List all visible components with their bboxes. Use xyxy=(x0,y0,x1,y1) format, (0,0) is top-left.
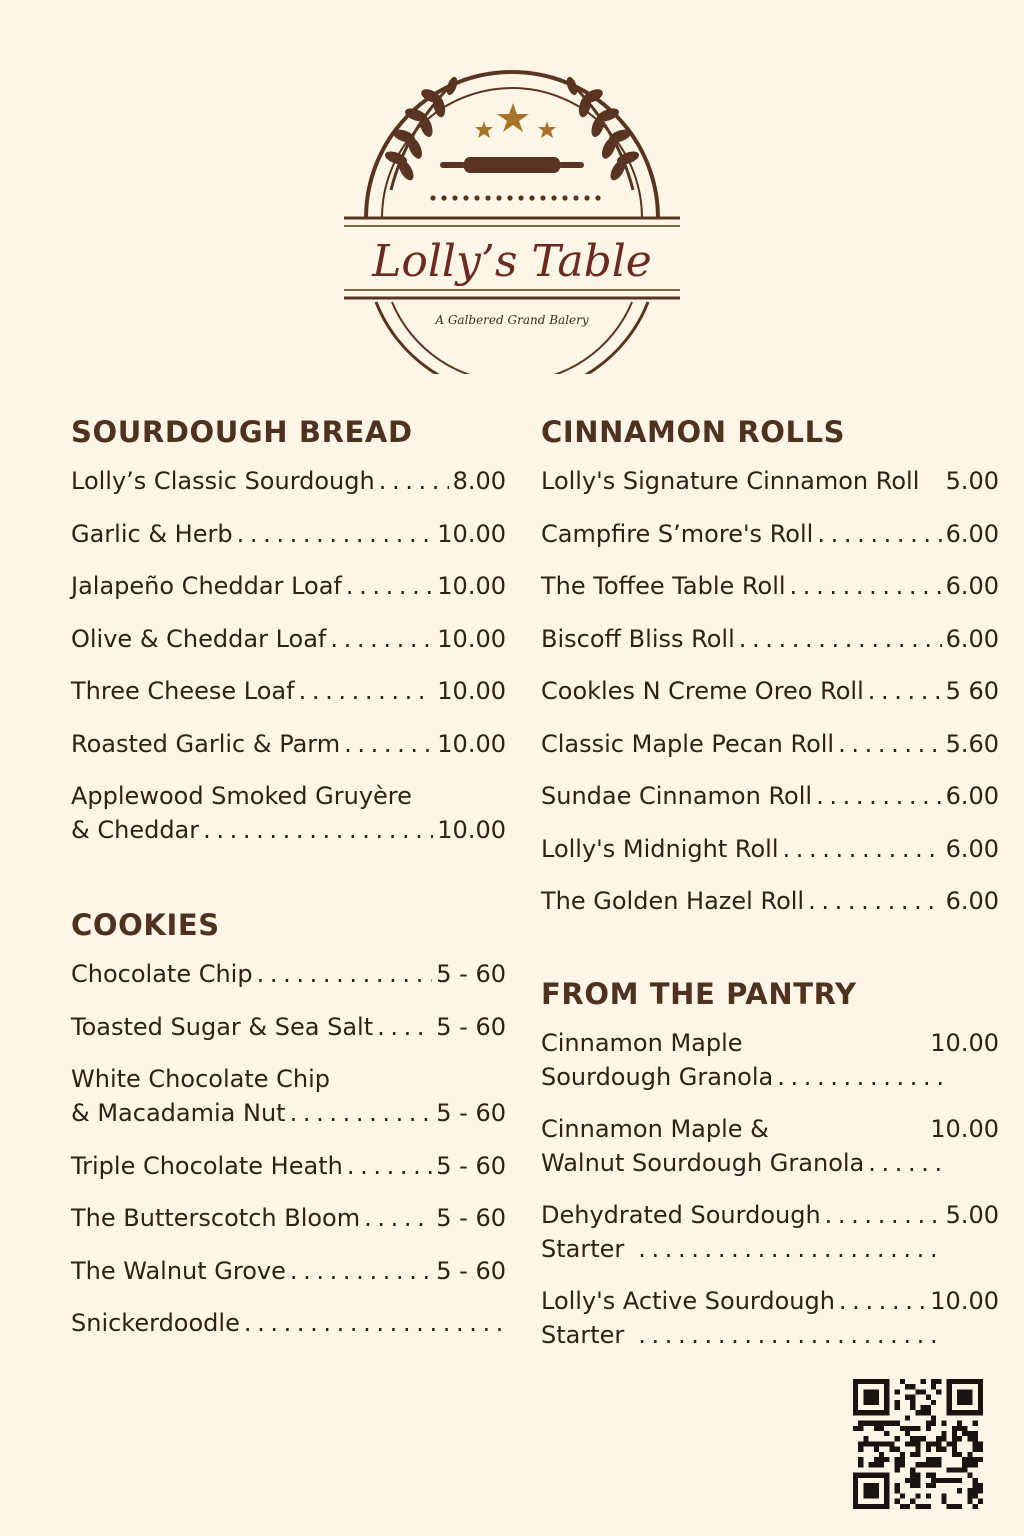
item-price: 5 - 60 xyxy=(436,1012,506,1041)
item-name: Roasted Garlic & Parm xyxy=(71,729,341,758)
stars-icon xyxy=(475,103,556,138)
item-price: 5 - 60 xyxy=(436,1151,506,1180)
menu-item xyxy=(541,622,999,656)
dot-row xyxy=(430,195,600,200)
item-price: 6.00 xyxy=(945,624,999,653)
menu-item xyxy=(71,779,506,847)
item-price: 5.60 xyxy=(945,729,999,758)
section-cookies xyxy=(71,907,506,1359)
section-sourdough-bread xyxy=(71,414,506,866)
item-price: 6.00 xyxy=(945,519,999,548)
item-price: 10.00 xyxy=(437,519,506,548)
item-price: 5.00 xyxy=(945,467,999,495)
menu-list xyxy=(71,464,506,847)
section-from-the-pantry xyxy=(541,976,999,1370)
item-name: Classic Maple Pecan Roll xyxy=(541,729,835,758)
item-name: Biscoff Bliss Roll xyxy=(541,624,735,653)
menu-item xyxy=(71,1149,506,1183)
menu-item xyxy=(71,957,506,991)
menu-item xyxy=(71,517,506,551)
item-name: Sundae Cinnamon Roll xyxy=(541,782,813,810)
item-name: Olive & Cheddar Loaf xyxy=(71,624,327,653)
section-heading: FROM THE PANTRY xyxy=(541,977,857,1011)
item-name: Jalapeño Cheddar Loaf xyxy=(71,572,342,600)
item-name: Three Cheese Loaf xyxy=(71,677,295,705)
item-name-line2: Starter xyxy=(541,1235,625,1263)
item-price: 10.00 xyxy=(930,1287,999,1315)
item-price: 6.00 xyxy=(945,782,999,810)
item-price: 10.00 xyxy=(437,677,506,705)
item-price: 5 60 xyxy=(945,677,999,705)
item-price: 6.00 xyxy=(945,572,999,600)
menu-item xyxy=(71,727,506,761)
item-name: The Golden Hazel Roll xyxy=(541,887,805,915)
menu-item xyxy=(71,1306,506,1340)
wheat-left-icon xyxy=(384,76,459,190)
item-name: Lolly's Midnight Roll xyxy=(541,834,779,863)
menu-item xyxy=(541,674,999,708)
menu-item xyxy=(71,1062,506,1130)
item-name: Cookles N Creme Oreo Roll xyxy=(541,677,864,705)
menu-item xyxy=(541,464,999,498)
menu-item xyxy=(71,622,506,656)
item-name: Lolly's Signature Cinnamon Roll xyxy=(541,467,920,495)
menu-item xyxy=(541,832,999,866)
item-name: Garlic & Herb xyxy=(71,519,233,548)
item-name: Lolly’s Classic Sourdough xyxy=(71,467,375,495)
item-price: 5.00 xyxy=(945,1201,999,1229)
item-name: Campfire S’more's Roll xyxy=(541,519,814,548)
menu-item xyxy=(541,779,999,813)
item-price: 10.00 xyxy=(930,1029,999,1057)
menu-item xyxy=(71,1254,506,1288)
menu-item xyxy=(541,727,999,761)
menu-item xyxy=(71,464,506,498)
item-name: Triple Chocolate Heath xyxy=(71,1151,343,1180)
item-price: 5 - 60 xyxy=(436,1256,506,1285)
item-price: 10.00 xyxy=(930,1115,999,1143)
menu-item xyxy=(541,569,999,603)
item-name: The Toffee Table Roll xyxy=(541,572,786,600)
item-price: 10.00 xyxy=(437,572,506,600)
item-price: 6.00 xyxy=(945,834,999,863)
menu-list xyxy=(71,957,506,1340)
section-heading: CINNAMON ROLLS xyxy=(541,415,846,449)
item-name: Chocolate Chip xyxy=(71,960,253,988)
qr-code-icon[interactable] xyxy=(853,1379,983,1509)
item-name-line2: & Cheddar xyxy=(71,816,200,844)
wheat-right-icon xyxy=(565,76,640,190)
menu-item xyxy=(71,569,506,603)
item-name-line2: Starter xyxy=(541,1321,625,1349)
item-name-line2: Sourdough Granola xyxy=(541,1063,774,1091)
item-price: 6.00 xyxy=(945,887,999,915)
section-heading: SOURDOUGH BREAD xyxy=(71,415,413,449)
section-heading: COOKIES xyxy=(71,908,220,942)
menu-item xyxy=(541,884,999,918)
item-price: 5 - 60 xyxy=(436,1204,506,1232)
section-cinnamon-rolls xyxy=(541,414,999,937)
item-name: Toasted Sugar & Sea Salt xyxy=(71,1012,374,1041)
menu-item xyxy=(541,517,999,551)
bakery-logo xyxy=(336,30,688,374)
menu-item xyxy=(541,1112,999,1180)
rolling-pin-icon xyxy=(440,157,584,173)
menu-item xyxy=(541,1026,999,1094)
menu-item xyxy=(541,1198,999,1266)
item-name: Dehydrated Sourdough xyxy=(541,1201,821,1229)
item-name: Applewood Smoked Gruyère xyxy=(71,782,412,810)
item-name: Lolly's Active Sourdough xyxy=(541,1287,835,1315)
item-name: Cinnamon Maple xyxy=(541,1029,743,1057)
item-price: 5 - 60 xyxy=(436,1099,506,1127)
menu-item xyxy=(71,674,506,708)
logo-tagline: A Galbered Grand Balery xyxy=(435,313,589,327)
item-price: 8.00 xyxy=(452,467,506,495)
item-price: 10.00 xyxy=(437,729,506,758)
item-name: The Butterscotch Bloom xyxy=(71,1204,361,1232)
item-name-line2: & Macadamia Nut xyxy=(71,1099,286,1127)
item-price: 10.00 xyxy=(437,816,506,844)
menu-list xyxy=(541,464,999,918)
menu-item xyxy=(71,1010,506,1044)
item-price: 5 - 60 xyxy=(436,960,506,988)
menu-item xyxy=(541,1284,999,1352)
item-name: Cinnamon Maple & xyxy=(541,1115,769,1143)
menu-list xyxy=(541,1026,999,1352)
item-name: White Chocolate Chip xyxy=(71,1065,330,1093)
item-name-line2: Walnut Sourdough Granola xyxy=(541,1149,865,1177)
menu-item xyxy=(71,1201,506,1235)
item-name: Snickerdoodle xyxy=(71,1309,240,1337)
item-name: The Walnut Grove xyxy=(71,1256,286,1285)
item-price: 10.00 xyxy=(437,624,506,653)
logo-title: Lolly’s Table xyxy=(372,236,652,287)
